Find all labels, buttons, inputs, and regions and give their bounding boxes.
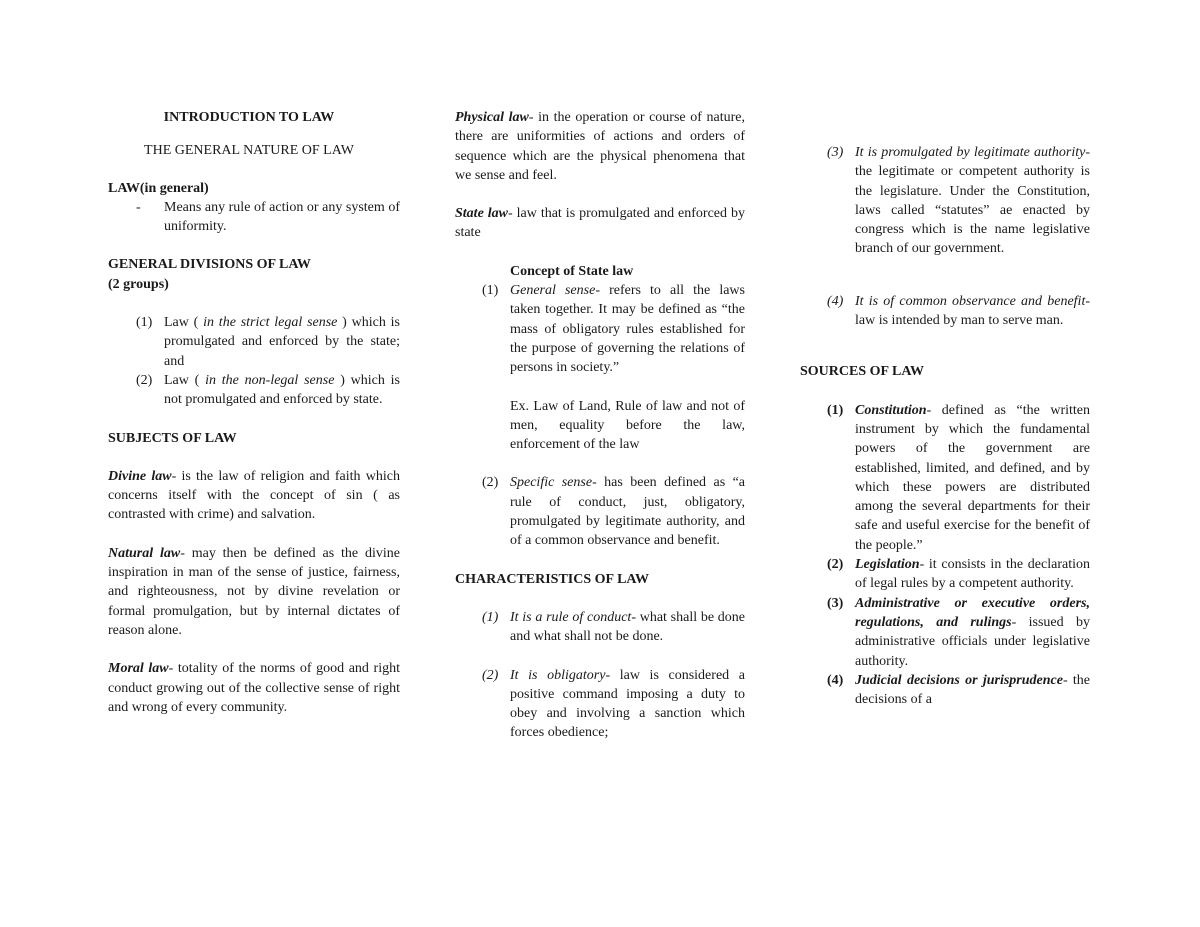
dash-marker: - (136, 199, 141, 215)
division-text-b: ) which is not promulgated and enforced by state. (164, 372, 400, 408)
division-italic: in the non-legal sense (205, 372, 335, 388)
moral-law-text: - totality of the norms of good and right conduct growing out of the collective sense of right and wrong of every community. (108, 661, 400, 715)
division-number: (2) (136, 372, 153, 388)
division-italic: in the strict legal sense (203, 315, 338, 331)
page-title: INTRODUCTION TO LAW (163, 110, 335, 125)
source-text: - defined as “the written instrument by which the fundamental powers of the government are established, limited, and defined, and by which these powers are distributed among the several departments for their safe and useful exercise for the benefit of the people.” (855, 402, 1090, 553)
physical-law-term: Physical law (455, 110, 529, 125)
characteristic-item-3 (800, 143, 1090, 259)
item-number: (1) (827, 402, 844, 418)
state-law-term: State law (455, 206, 508, 222)
source-item-4 (800, 671, 1090, 710)
divisions-subheading: (2 groups) (108, 276, 169, 292)
law-heading: LAW(in general) (108, 180, 209, 196)
item-number: (4) (827, 293, 844, 309)
physical-law-text: - in the operation or course of nature, there are uniformities of actions and orders of sequence which are the physical phenomena that we sense and feel. (455, 110, 745, 183)
law-definition-text: Means any rule of action or any system of uniformity. (164, 199, 400, 235)
characteristic-term: It is a rule of conduct (510, 609, 632, 625)
general-sense-text: - refers to all the laws taken together. It may be defined as “the mass of obligatory rules established for the purpose of governing the relations of persons in society.” (510, 283, 745, 376)
characteristic-term: It is obligatory (510, 667, 606, 683)
moral-law-paragraph (108, 659, 400, 717)
divine-law-paragraph (108, 467, 400, 525)
source-text: - issued by administrative officials under legislative authority. (855, 614, 1090, 669)
characteristic-text: - what shall be done and what shall not be done. (510, 609, 745, 645)
division-item-1 (108, 313, 400, 371)
division-text-b: ) which is promulgated and enforced by the state; and (164, 315, 400, 369)
state-law-paragraph (455, 204, 745, 243)
item-number: (2) (482, 667, 499, 683)
column-1 (108, 108, 400, 717)
concept-heading: Concept of State law (510, 263, 634, 279)
state-law-text: - law that is promulgated and enforced by state (455, 206, 745, 241)
subjects-heading: SUBJECTS OF LAW (108, 430, 237, 446)
specific-sense-term: Specific sense (510, 475, 593, 491)
division-number: (1) (136, 315, 153, 331)
item-number: (2) (827, 557, 844, 573)
item-number: (2) (482, 475, 499, 491)
natural-law-paragraph (108, 544, 400, 640)
source-term: Constitution (855, 402, 927, 418)
item-number: (3) (827, 145, 844, 160)
natural-law-text: - may then be defined as the divine inspiration in man of the sense of justice, fairness, and righteousness, not by divine revelation or formal promulgation, but by internal dictates of reason alone. (108, 545, 400, 638)
moral-law-term: Moral law (108, 661, 169, 677)
specific-sense-item (455, 473, 745, 550)
source-item-2 (800, 555, 1090, 594)
specific-sense-text: - has been defined as “a rule of conduct, just, obligatory, promulgated by legitimate authority, and of a common observance and benefit. (510, 475, 745, 549)
column-2 (455, 108, 745, 743)
characteristic-text: - law is considered a positive command imposing a duty to obey and involving a sanction which forces obedience; (510, 667, 745, 741)
item-number: (3) (827, 595, 844, 611)
characteristic-item-2 (455, 666, 745, 743)
divine-law-term: Divine law (108, 468, 172, 484)
example-text: Ex. Law of Land, Rule of law and not of men, equality before the law, enforcement of the law (510, 398, 745, 453)
page-subtitle: THE GENERAL NATURE OF LAW (144, 143, 354, 159)
source-item-1 (800, 401, 1090, 555)
division-text-a: Law ( (164, 315, 204, 331)
characteristics-heading: CHARACTERISTICS OF LAW (455, 571, 649, 587)
natural-law-term: Natural law (108, 545, 181, 561)
item-number: (1) (482, 609, 499, 625)
general-sense-item (455, 281, 745, 377)
characteristic-term: It is promulgated by legitimate authority (855, 145, 1086, 160)
source-text: - the decisions of a (855, 672, 1090, 708)
characteristic-item-4 (800, 292, 1090, 331)
item-number: (1) (482, 283, 499, 299)
characteristic-item-1 (455, 608, 745, 647)
source-item-3 (800, 594, 1090, 671)
characteristic-text: - the legitimate or competent authority is the legislature. Under the Constitution, laws called “statutes” ae enacted by congress which is the name legislative branch of our government. (855, 145, 1090, 257)
column-3 (800, 143, 1090, 709)
division-item-2 (108, 371, 400, 410)
source-term: Legislation (855, 557, 920, 573)
characteristic-text: - law is intended by man to serve man. (855, 293, 1090, 329)
source-text: - it consists in the declaration of legal rules by a competent authority. (855, 557, 1090, 592)
item-number: (4) (827, 672, 844, 688)
law-definition (108, 198, 400, 237)
divine-law-text: - is the law of religion and faith which concerns itself with the concept of sin ( as contrasted with crime) and salvation. (108, 468, 400, 523)
sources-heading: SOURCES OF LAW (800, 364, 924, 380)
divisions-heading: GENERAL DIVISIONS OF LAW (108, 257, 311, 273)
source-term: Judicial decisions or jurisprudence (855, 672, 1063, 688)
general-sense-term: General sense (510, 283, 596, 299)
division-text-a: Law ( (164, 372, 206, 388)
source-term: Administrative or executive orders, regulations, and rulings (855, 595, 1090, 630)
physical-law-paragraph (455, 108, 745, 185)
characteristic-term: It is of common observance and benefit (855, 293, 1086, 309)
